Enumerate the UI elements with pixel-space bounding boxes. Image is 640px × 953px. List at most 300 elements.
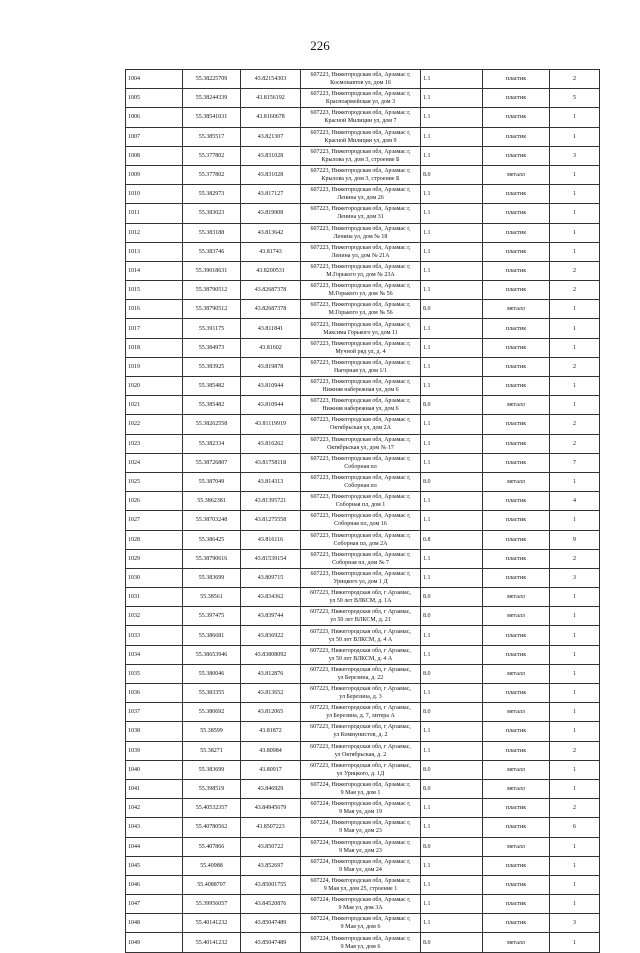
address-line-1: 607223, Нижегородская обл, г Арзамас, <box>310 609 411 616</box>
address-line-2: 9 Мая ул, дом 19 <box>339 809 382 816</box>
latitude-cell: 55.380046 <box>183 664 241 683</box>
latitude-cell: 55.39956057 <box>183 895 241 914</box>
table-row <box>126 223 600 242</box>
address-line-1: 607224, Нижегородская обл, Арзамас г, <box>310 820 411 827</box>
material-cell: пластик <box>483 722 550 741</box>
row-number-cell: 1009 <box>126 165 183 184</box>
container-count-cell: 1 <box>550 242 600 261</box>
material-cell: пластик <box>483 453 550 472</box>
material-cell: пластик <box>483 530 550 549</box>
address-cell <box>301 453 421 472</box>
container-count-cell: 1 <box>550 377 600 396</box>
address-line-2: Соборная пл, дом 16 <box>334 521 387 528</box>
material-cell: пластик <box>483 568 550 587</box>
table-row <box>126 415 600 434</box>
address-cell <box>301 319 421 338</box>
container-count-cell: 1 <box>550 108 600 127</box>
address-cell <box>301 664 421 683</box>
address-line-2: ул Березина, д. 3 <box>339 694 382 701</box>
volume-cell: 1.1 <box>421 875 483 894</box>
container-count-cell: 2 <box>550 549 600 568</box>
address-cell <box>301 837 421 856</box>
table-row <box>126 338 600 357</box>
address-line-1: 607223, Нижегородская обл, Арзамас г, <box>310 417 411 424</box>
container-count-cell: 1 <box>550 127 600 146</box>
container-count-cell: 1 <box>550 472 600 491</box>
container-count-cell: 1 <box>550 837 600 856</box>
material-cell: пластик <box>483 357 550 376</box>
address-cell <box>301 645 421 664</box>
address-line-2: ул 50 лет ВЛКСМ, д. 4 А <box>328 655 393 662</box>
address-line-2: Мучной ряд ул, д. 4 <box>335 348 386 355</box>
material-cell: пластик <box>483 895 550 914</box>
container-count-cell: 1 <box>550 338 600 357</box>
address-line-1: 607223, Нижегородская обл, Арзамас г, <box>310 244 411 251</box>
volume-cell: 1.1 <box>421 626 483 645</box>
latitude-cell: 55.38262558 <box>183 415 241 434</box>
latitude-cell: 55.38790512 <box>183 281 241 300</box>
volume-cell: 8.0 <box>421 588 483 607</box>
material-cell: пластик <box>483 415 550 434</box>
material-cell: металл <box>483 703 550 722</box>
table-row <box>126 146 600 165</box>
address-line-1: 607223, Нижегородская обл, Арзамас г, <box>310 551 411 558</box>
container-count-cell: 1 <box>550 588 600 607</box>
table-row <box>126 760 600 779</box>
longitude-cell: 43.80917 <box>241 760 301 779</box>
longitude-cell: 43.8200531 <box>241 261 301 280</box>
material-cell: пластик <box>483 146 550 165</box>
longitude-cell: 43.852697 <box>241 856 301 875</box>
row-number-cell: 1026 <box>126 492 183 511</box>
row-number-cell: 1016 <box>126 300 183 319</box>
address-line-2: ул Октябрьская, д. 2 <box>334 751 387 758</box>
row-number-cell: 1036 <box>126 684 183 703</box>
longitude-cell: 43.812876 <box>241 664 301 683</box>
address-line-1: 607223, Нижегородская обл, Арзамас г, <box>310 359 411 366</box>
table-row <box>126 396 600 415</box>
latitude-cell: 55.377802 <box>183 165 241 184</box>
longitude-cell: 43.81743 <box>241 242 301 261</box>
latitude-cell: 55.38225709 <box>183 70 241 89</box>
container-count-cell: 2 <box>550 281 600 300</box>
longitude-cell: 43.81872 <box>241 722 301 741</box>
address-line-2: М.Горького ул, дом № 56 <box>328 310 393 317</box>
address-cell <box>301 281 421 300</box>
volume-cell: 1.1 <box>421 914 483 933</box>
row-number-cell: 1020 <box>126 377 183 396</box>
address-cell <box>301 568 421 587</box>
table-row <box>126 453 600 472</box>
table-row <box>126 185 600 204</box>
container-count-cell: 9 <box>550 530 600 549</box>
address-cell <box>301 549 421 568</box>
latitude-cell: 55.383746 <box>183 242 241 261</box>
material-cell: пластик <box>483 281 550 300</box>
volume-cell: 8.0 <box>421 760 483 779</box>
longitude-cell: 43.82154303 <box>241 70 301 89</box>
address-line-1: 607223, Нижегородская обл, Арзамас г, <box>310 206 411 213</box>
row-number-cell: 1007 <box>126 127 183 146</box>
table-row <box>126 472 600 491</box>
address-line-2: 9 Мая ул, дом 3А <box>338 905 383 912</box>
address-line-1: 607223, Нижегородская обл, г Арзамас, <box>310 628 411 635</box>
address-line-1: 607224, Нижегородская обл, Арзамас г, <box>310 858 411 865</box>
latitude-cell: 55.4088707 <box>183 875 241 894</box>
longitude-cell: 43.80984 <box>241 741 301 760</box>
longitude-cell: 43.81395721 <box>241 492 301 511</box>
longitude-cell: 43.81539154 <box>241 549 301 568</box>
address-cell <box>301 223 421 242</box>
container-count-cell: 1 <box>550 204 600 223</box>
address-cell <box>301 70 421 89</box>
address-cell <box>301 338 421 357</box>
row-number-cell: 1046 <box>126 875 183 894</box>
longitude-cell: 43.850722 <box>241 837 301 856</box>
address-line-2: Максима Горького ул, дом 11 <box>323 329 398 336</box>
row-number-cell: 1047 <box>126 895 183 914</box>
longitude-cell: 43.813642 <box>241 223 301 242</box>
volume-cell: 1.1 <box>421 684 483 703</box>
material-cell: пластик <box>483 89 550 108</box>
address-cell <box>301 760 421 779</box>
table-row <box>126 492 600 511</box>
volume-cell: 1.1 <box>421 453 483 472</box>
address-cell <box>301 914 421 933</box>
row-number-cell: 1012 <box>126 223 183 242</box>
row-number-cell: 1004 <box>126 70 183 89</box>
table-row <box>126 933 600 952</box>
address-cell <box>301 127 421 146</box>
address-line-2: М.Горького ул, дом № 56 <box>328 291 393 298</box>
latitude-cell: 55.386425 <box>183 530 241 549</box>
page-number: 226 <box>310 38 330 53</box>
address-cell <box>301 108 421 127</box>
material-cell: пластик <box>483 108 550 127</box>
row-number-cell: 1045 <box>126 856 183 875</box>
address-cell <box>301 588 421 607</box>
address-line-2: 9 Мая ул, дом 1 <box>340 790 381 797</box>
longitude-cell: 43.831028 <box>241 146 301 165</box>
volume-cell: 1.1 <box>421 89 483 108</box>
material-cell: металл <box>483 837 550 856</box>
volume-cell: 1.1 <box>421 377 483 396</box>
address-line-1: 607224, Нижегородская обл, Арзамас г, <box>310 916 411 923</box>
longitude-cell: 43.839744 <box>241 607 301 626</box>
material-cell: металл <box>483 607 550 626</box>
row-number-cell: 1041 <box>126 779 183 798</box>
address-line-2: Нагорная ул, дом 1/1 <box>333 367 388 374</box>
longitude-cell: 43.81119919 <box>241 415 301 434</box>
volume-cell: 1.1 <box>421 146 483 165</box>
address-line-1: 607223, Нижегородская обл, г Арзамас, <box>310 686 411 693</box>
container-count-cell: 3 <box>550 568 600 587</box>
material-cell: пластик <box>483 261 550 280</box>
container-count-cell: 2 <box>550 434 600 453</box>
address-line-1: 607223, Нижегородская обл, Арзамас г, <box>310 494 411 501</box>
volume-cell: 8.0 <box>421 837 483 856</box>
address-line-2: ул Урицкого, д. 1Д <box>336 770 385 777</box>
material-cell: пластик <box>483 645 550 664</box>
container-count-cell: 3 <box>550 146 600 165</box>
address-line-2: Красноармейская ул, дом 3 <box>325 99 396 106</box>
volume-cell: 1.1 <box>421 568 483 587</box>
address-cell <box>301 895 421 914</box>
material-cell: металл <box>483 664 550 683</box>
material-cell: пластик <box>483 377 550 396</box>
address-line-2: 9 Мая ул, дом 6 <box>340 943 381 950</box>
address-line-1: 607223, Нижегородская обл, Арзамас г, <box>310 168 411 175</box>
container-count-cell: 1 <box>550 722 600 741</box>
volume-cell: 1.1 <box>421 645 483 664</box>
volume-cell: 1.1 <box>421 511 483 530</box>
row-number-cell: 1027 <box>126 511 183 530</box>
address-line-1: 607223, Нижегородская обл, Арзамас г, <box>310 455 411 462</box>
table-row <box>126 779 600 798</box>
address-cell <box>301 89 421 108</box>
volume-cell: 8.0 <box>421 664 483 683</box>
container-count-cell: 6 <box>550 818 600 837</box>
row-number-cell: 1019 <box>126 357 183 376</box>
table-row <box>126 664 600 683</box>
container-count-cell: 1 <box>550 626 600 645</box>
longitude-cell: 43.831028 <box>241 165 301 184</box>
volume-cell: 1.1 <box>421 223 483 242</box>
address-cell <box>301 261 421 280</box>
address-line-2: ул 50 лет ВЛКСМ, д. 21 <box>330 617 391 624</box>
table-row <box>126 626 600 645</box>
latitude-cell: 55.382973 <box>183 185 241 204</box>
address-line-1: 607223, Нижегородская обл, Арзамас г, <box>310 148 411 155</box>
latitude-cell: 55.40141232 <box>183 933 241 952</box>
volume-cell: 1.1 <box>421 722 483 741</box>
container-count-cell: 1 <box>550 396 600 415</box>
table-row <box>126 895 600 914</box>
table-row <box>126 108 600 127</box>
row-number-cell: 1042 <box>126 799 183 818</box>
table-row <box>126 684 600 703</box>
row-number-cell: 1033 <box>126 626 183 645</box>
address-line-2: Соборная пл, дом № 7 <box>332 559 389 566</box>
material-cell: пластик <box>483 434 550 453</box>
longitude-cell: 43.810944 <box>241 396 301 415</box>
volume-cell: 1.1 <box>421 261 483 280</box>
longitude-cell: 43.836922 <box>241 626 301 645</box>
volume-cell: 1.1 <box>421 741 483 760</box>
longitude-cell: 43.81758118 <box>241 453 301 472</box>
row-number-cell: 1017 <box>126 319 183 338</box>
table-row <box>126 607 600 626</box>
longitude-cell: 43.834362 <box>241 588 301 607</box>
address-cell <box>301 818 421 837</box>
address-cell <box>301 626 421 645</box>
latitude-cell: 55.40141232 <box>183 914 241 933</box>
material-cell: пластик <box>483 684 550 703</box>
container-count-cell: 2 <box>550 415 600 434</box>
material-cell: металл <box>483 933 550 952</box>
address-line-1: 607223, Нижегородская обл, Арзамас г, <box>310 283 411 290</box>
longitude-cell: 43.84520876 <box>241 895 301 914</box>
address-line-2: Ленина ул, дом 31 <box>337 214 384 221</box>
container-count-cell: 2 <box>550 799 600 818</box>
volume-cell: 1.1 <box>421 895 483 914</box>
latitude-cell: 55.38541031 <box>183 108 241 127</box>
volume-cell: 1.1 <box>421 127 483 146</box>
table-row <box>126 818 600 837</box>
address-line-1: 607223, Нижегородская обл, Арзамас г, <box>310 398 411 405</box>
address-cell <box>301 165 421 184</box>
material-cell: металл <box>483 165 550 184</box>
table-row <box>126 377 600 396</box>
volume-cell: 1.1 <box>421 242 483 261</box>
volume-cell: 1.1 <box>421 818 483 837</box>
address-line-1: 607223, Нижегородская обл, Арзамас г, <box>310 475 411 482</box>
volume-cell: 0.8 <box>421 530 483 549</box>
address-cell <box>301 799 421 818</box>
address-line-2: Соборная пл <box>344 483 377 490</box>
material-cell: металл <box>483 396 550 415</box>
row-number-cell: 1043 <box>126 818 183 837</box>
address-cell <box>301 933 421 952</box>
volume-cell: 8.0 <box>421 933 483 952</box>
longitude-cell: 43.819908 <box>241 204 301 223</box>
latitude-cell: 55.383023 <box>183 204 241 223</box>
volume-cell: 1.1 <box>421 549 483 568</box>
address-line-2: Нижняя набережная ул, дом 6 <box>322 387 399 394</box>
address-line-1: 607223, Нижегородская обл, Арзамас г, <box>310 340 411 347</box>
table-row <box>126 530 600 549</box>
material-cell: металл <box>483 300 550 319</box>
address-line-1: 607224, Нижегородская обл, Арзамас г, <box>310 839 411 846</box>
longitude-cell: 43.809715 <box>241 568 301 587</box>
address-cell <box>301 415 421 434</box>
container-sites-table <box>125 69 600 953</box>
material-cell: пластик <box>483 799 550 818</box>
address-line-1: 607223, Нижегородская обл, Арзамас г, <box>310 263 411 270</box>
row-number-cell: 1029 <box>126 549 183 568</box>
container-count-cell: 1 <box>550 300 600 319</box>
latitude-cell: 55.38271 <box>183 741 241 760</box>
volume-cell: 1.1 <box>421 281 483 300</box>
address-cell <box>301 185 421 204</box>
longitude-cell: 43.8160678 <box>241 108 301 127</box>
row-number-cell: 1015 <box>126 281 183 300</box>
address-line-1: 607223, Нижегородская обл, Арзамас г, <box>310 321 411 328</box>
latitude-cell: 55.380692 <box>183 703 241 722</box>
material-cell: пластик <box>483 185 550 204</box>
material-cell: пластик <box>483 626 550 645</box>
row-number-cell: 1025 <box>126 472 183 491</box>
table-row <box>126 300 600 319</box>
material-cell: металл <box>483 472 550 491</box>
address-line-2: Ленина ул, дом 26 <box>337 195 384 202</box>
table-row <box>126 549 600 568</box>
latitude-cell: 55.397475 <box>183 607 241 626</box>
table-row <box>126 89 600 108</box>
address-line-2: Октябрьская ул, дом 2А <box>330 425 391 432</box>
address-line-1: 607224, Нижегородская обл, Арзамас г, <box>310 935 411 942</box>
latitude-cell: 55.386681 <box>183 626 241 645</box>
volume-cell: 1.1 <box>421 434 483 453</box>
latitude-cell: 55.385482 <box>183 396 241 415</box>
row-number-cell: 1014 <box>126 261 183 280</box>
longitude-cell: 43.819878 <box>241 357 301 376</box>
table-row <box>126 261 600 280</box>
address-cell <box>301 472 421 491</box>
latitude-cell: 55.383355 <box>183 684 241 703</box>
container-count-cell: 1 <box>550 875 600 894</box>
address-line-2: Нижняя набережная ул, дом 6 <box>322 406 399 413</box>
container-count-cell: 1 <box>550 607 600 626</box>
address-cell <box>301 396 421 415</box>
address-line-2: Соборная пл, дом 1 <box>335 502 386 509</box>
table-row <box>126 568 600 587</box>
longitude-cell: 43.816116 <box>241 530 301 549</box>
material-cell: пластик <box>483 70 550 89</box>
material-cell: металл <box>483 779 550 798</box>
address-line-1: 607223, Нижегородская обл, Арзамас г, <box>310 225 411 232</box>
table-row <box>126 281 600 300</box>
volume-cell: 8.0 <box>421 396 483 415</box>
latitude-cell: 55.40532357 <box>183 799 241 818</box>
longitude-cell: 43.813652 <box>241 684 301 703</box>
address-line-1: 607223, Нижегородская обл, Арзамас г, <box>310 187 411 194</box>
latitude-cell: 55.387049 <box>183 472 241 491</box>
address-cell <box>301 146 421 165</box>
row-number-cell: 1048 <box>126 914 183 933</box>
longitude-cell: 43.83808092 <box>241 645 301 664</box>
address-line-2: Ленина ул, дом № 21А <box>331 252 390 259</box>
volume-cell: 1.1 <box>421 799 483 818</box>
longitude-cell: 43.85047489 <box>241 933 301 952</box>
container-count-cell: 1 <box>550 165 600 184</box>
latitude-cell: 55.3862381 <box>183 492 241 511</box>
address-cell <box>301 511 421 530</box>
address-line-1: 607223, Нижегородская обл, г Арзамас, <box>310 590 411 597</box>
address-line-2: 9 Мая ул, дом 6 <box>340 924 381 931</box>
address-cell <box>301 204 421 223</box>
table-row <box>126 856 600 875</box>
address-cell <box>301 530 421 549</box>
latitude-cell: 55.38244339 <box>183 89 241 108</box>
address-line-1: 607223, Нижегородская обл, Арзамас г, <box>310 513 411 520</box>
row-number-cell: 1032 <box>126 607 183 626</box>
container-count-cell: 1 <box>550 223 600 242</box>
container-count-cell: 2 <box>550 741 600 760</box>
longitude-cell: 43.81602 <box>241 338 301 357</box>
table-row <box>126 588 600 607</box>
longitude-cell: 43.817127 <box>241 185 301 204</box>
address-line-1: 607223, Нижегородская обл, г Арзамас, <box>310 743 411 750</box>
row-number-cell: 1005 <box>126 89 183 108</box>
address-line-1: 607223, Нижегородская обл, Арзамас г, <box>310 436 411 443</box>
address-line-2: Октябрьская ул, дом № 17 <box>327 444 394 451</box>
row-number-cell: 1034 <box>126 645 183 664</box>
address-line-1: 607223, Нижегородская обл, Арзамас г, <box>310 91 411 98</box>
address-line-1: 607224, Нижегородская обл, Арзамас г, <box>310 877 411 884</box>
material-cell: пластик <box>483 204 550 223</box>
longitude-cell: 43.81275558 <box>241 511 301 530</box>
longitude-cell: 43.814313 <box>241 472 301 491</box>
container-count-cell: 4 <box>550 492 600 511</box>
table-row <box>126 357 600 376</box>
container-count-cell: 2 <box>550 261 600 280</box>
material-cell: пластик <box>483 856 550 875</box>
table-row <box>126 837 600 856</box>
row-number-cell: 1037 <box>126 703 183 722</box>
latitude-cell: 55.383925 <box>183 357 241 376</box>
address-cell <box>301 856 421 875</box>
